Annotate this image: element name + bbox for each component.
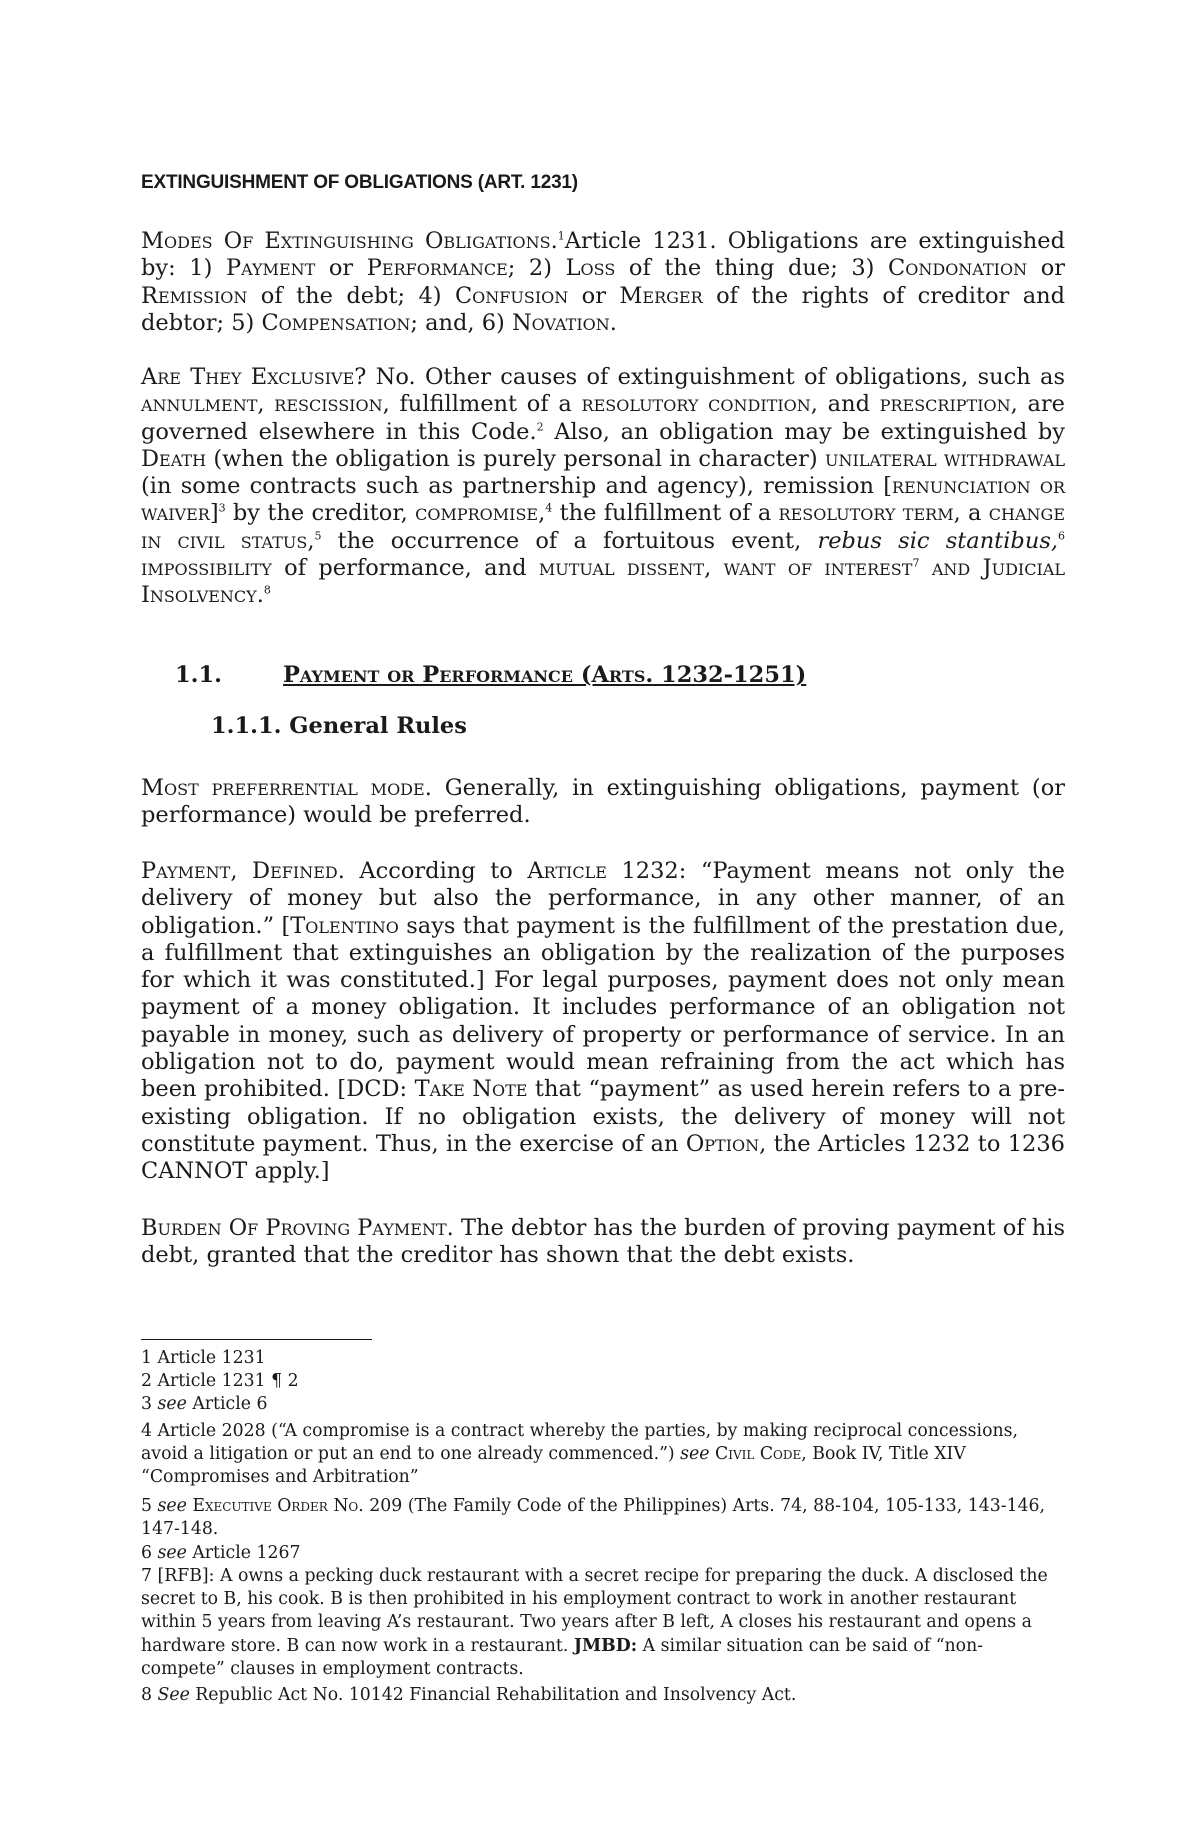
footnote-ref-5[interactable]: 5	[314, 529, 322, 543]
page-title: EXTINGUISHMENT OF OBLIGATIONS (ART. 1231)	[141, 172, 578, 193]
paragraph-burden-of-proving-payment: Burden Of Proving Payment. The debtor has the burden of proving payment of his debt, granted that the creditor has shown that the debt exists.	[141, 1215, 1065, 1269]
footnote-2: 2 Article 1231 ¶ 2	[141, 1371, 299, 1391]
footnote-4: 4 Article 2028 (“A compromise is a contract whereby the parties, by making reciprocal concessions, avoid a litigation or put an end to one already commenced.”) see Civil Code, Book IV, Title XIV “Compromises and Arbitration”	[141, 1421, 1018, 1488]
footnote-ref-7[interactable]: 7	[912, 556, 920, 570]
footnote-8: 8 See Republic Act No. 10142 Financial Rehabilitation and Insolvency Act.	[141, 1685, 797, 1705]
paragraph-lead: Most preferrential mode.	[141, 775, 432, 801]
footnote-ref-6[interactable]: 6	[1058, 529, 1066, 543]
paragraph-lead: Are They Exclusive?	[141, 364, 367, 390]
footnote-3: 3 see Article 6	[141, 1394, 268, 1414]
paragraph-most-preferrential-mode: Most preferrential mode. Generally, in extinguishing obligations, payment (or performance) would be preferred.	[141, 775, 1065, 829]
paragraph-are-they-exclusive: Are They Exclusive? No. Other causes of extinguishment of obligations, such as annulment, rescission, fulfillment of a resolutory condition, and prescription, are governed elsewhere in this Code.$^2$ Also, an obligation may be extinguished by Death (when the obligation is purely personal in character) unilateral withdrawal (in some contracts such as partnership and agency), remission [renunciation or waiver]$^3$ by the creditor, compromise,$^4$ the fulfillment of a resolutory term, a change in civil status,$^5$ the occurrence of a fortuitous event, rebus sic stantibus,$^6$ impossibility of performance, and mutual dissent, want of interest$^7$ and Judicial Insolvency.$^8$	[141, 364, 1066, 609]
footnote-1: 1 Article 1231	[141, 1348, 266, 1368]
paragraph-modes-of-extinguishing: Modes Of Extinguishing Obligations.$^1$Article 1231. Obligations are extinguished by: 1) Payment or Performance; 2) Loss of the thing due; 3) Condonation or Remission of the debt; 4) Confusion or Merger of the rights of creditor and debtor; 5) Compensation; and, 6) Novation.	[141, 228, 1066, 336]
section-number: 1.1.	[175, 662, 222, 688]
paragraph-payment-defined: Payment, Defined. According to Article 1232: “Payment means not only the delivery of money but also the performance, in any other manner, of an obligation.” [Tolentino says that payment is the fulfillment of the prestation due, a fulfillment that extinguishes an obligation by the realization of the purposes for which it was constituted.] For legal purposes, payment does not only mean payment of a money obligation. It includes performance of an obligation not payable in money, such as delivery of property or performance of service. In an obligation not to do, payment would mean refraining from the act which has been prohibited. [DCD: Take Note that “payment” as used herein refers to a pre-existing obligation. If no obligation exists, the delivery of money will not constitute payment. Thus, in the exercise of an Option, the Articles 1232 to 1236 CANNOT apply.]	[141, 858, 1065, 1185]
subsection-heading-general-rules: 1.1.1. General Rules	[211, 713, 467, 739]
footnote-separator	[141, 1339, 372, 1340]
paragraph-lead: Burden Of Proving Payment.	[141, 1215, 454, 1241]
footnote-6: 6 see Article 1267	[141, 1543, 301, 1563]
section-heading-payment	[175, 662, 806, 688]
footnote-ref-3[interactable]: 3	[218, 501, 226, 515]
paragraph-lead: Payment, Defined.	[141, 858, 345, 884]
footnote-5: 5 see Executive Order No. 209 (The Family Code of the Philippines) Arts. 74, 88-104, 105-133, 143-146, 147-148.	[141, 1496, 1046, 1540]
section-title: Payment or Performance (Arts. 1232-1251)	[283, 662, 807, 688]
footnote-ref-1[interactable]: 1	[557, 229, 565, 243]
footnote-ref-4[interactable]: 4	[545, 501, 553, 515]
footnote-ref-2[interactable]: 2	[536, 420, 544, 434]
footnote-7: 7 [RFB]: A owns a pecking duck restaurant with a secret recipe for preparing the duck. A disclosed the secret to B, his cook. B is then prohibited in his employment contract to work in another restaurant within 5 years from leaving A’s restaurant. Two years after B left, A closes his restaurant and opens a hardware store. B can now work in a restaurant. JMBD: A similar situation can be said of “non-compete” clauses in employment contracts.	[141, 1566, 1048, 1679]
paragraph-lead: Modes Of Extinguishing Obligations.	[141, 228, 558, 254]
footnote-ref-8[interactable]: 8	[263, 583, 271, 597]
